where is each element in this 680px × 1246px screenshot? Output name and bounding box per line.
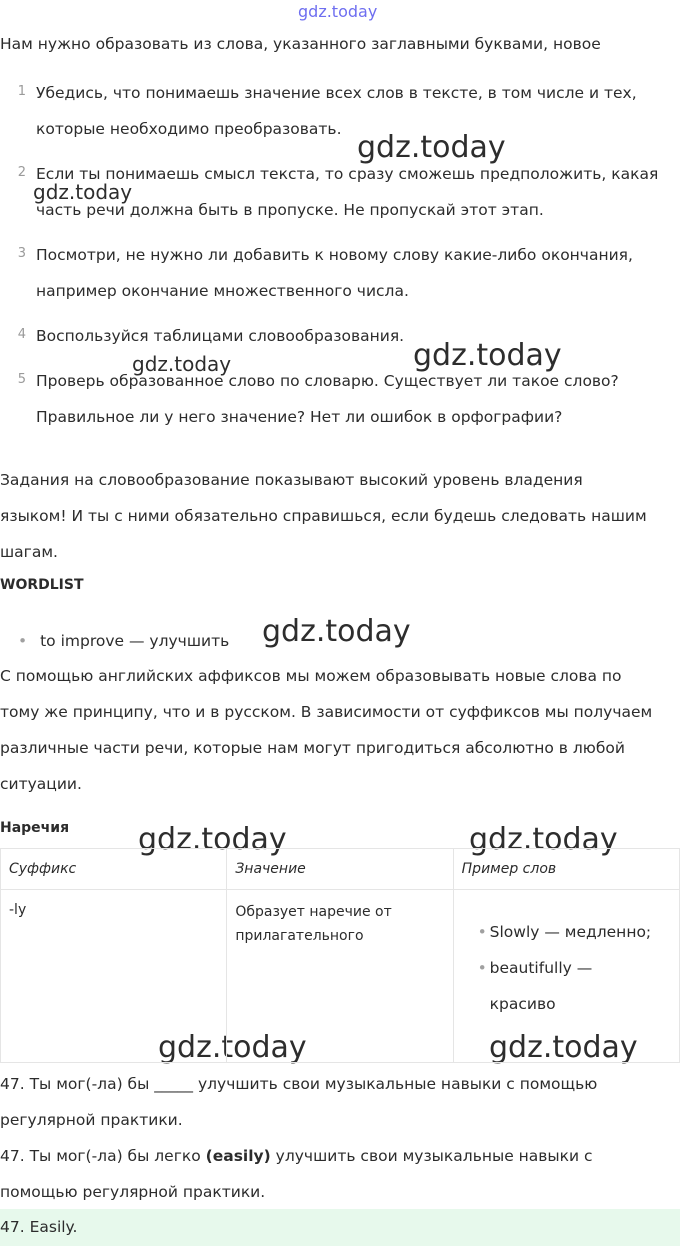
task-line: 47. Ты мог(-ла) бы _____ улучшить свои музыкальные навыки с помощью: [0, 1075, 598, 1093]
watermark: gdz.today: [33, 180, 133, 204]
table-row: [1, 890, 680, 1063]
step-number: 1: [17, 84, 26, 99]
watermark: gdz.today: [138, 822, 287, 857]
intro-text: Нам нужно образовать из слова, указанного заглавными буквами, новое: [0, 35, 601, 53]
step-line: Воспользуйся таблицами словообразования.: [36, 327, 405, 345]
solution-line: помощью регулярной практики.: [0, 1183, 266, 1201]
affix-line: тому же принципу, что и в русском. В зависимости от суффиксов мы получаем: [0, 703, 653, 721]
examples-list: [462, 914, 671, 1022]
task-line: регулярной практики.: [0, 1111, 183, 1129]
step-line: Проверь образованное слово по словарю. Существует ли такое слово?: [36, 372, 619, 390]
watermark: gdz.today: [489, 1030, 638, 1065]
wordlist-item-text: to improve — улучшить: [40, 632, 230, 650]
watermark: gdz.today: [132, 352, 232, 376]
wordlist-heading: WORDLIST: [0, 577, 84, 593]
step-line: Посмотри, не нужно ли добавить к новому слову какие-либо окончания,: [36, 246, 633, 264]
watermark: gdz.today: [469, 822, 618, 857]
step-line: часть речи должна быть в пропуске. Не пропускай этот этап.: [36, 201, 544, 219]
summary-line: Задания на словообразование показывают высокий уровень владения: [0, 471, 583, 489]
affix-line: ситуации.: [0, 775, 82, 793]
solution-after: улучшить свои музыкальные навыки с: [270, 1147, 593, 1165]
step-line: Убедись, что понимаешь значение всех слов в тексте, в том числе и тех,: [36, 84, 637, 102]
watermark: gdz.today: [413, 338, 562, 373]
list-item: • Slowly — медленно;: [478, 914, 671, 950]
meaning-line: прилагательного: [235, 928, 364, 944]
summary-line: языком! И ты с ними обязательно справишься, если будешь следовать нашим: [0, 507, 647, 525]
example-line: beautifully —: [489, 959, 593, 977]
affix-line: различные части речи, которые нам могут пригодиться абсолютно в любой: [0, 739, 625, 757]
wordlist-item: [18, 623, 229, 659]
list-item: [478, 950, 671, 1022]
solution-line: [0, 1138, 593, 1174]
answer-text: 47. Easily.: [0, 1218, 78, 1236]
example-line: красиво: [489, 995, 556, 1013]
step-line: Правильное ли у него значение? Нет ли ошибок в орфографии?: [36, 408, 563, 426]
step-number: 4: [17, 327, 26, 342]
bullet-icon: •: [18, 632, 28, 650]
column-header-examples: Пример слов: [453, 849, 679, 890]
column-header-meaning: Значение: [227, 849, 453, 890]
step-number: 2: [17, 165, 26, 180]
suffix-table: [0, 848, 680, 1063]
meaning-line: Образует наречие от: [235, 904, 392, 920]
suffix-cell: [1, 890, 227, 1063]
examples-cell: [453, 890, 679, 1063]
summary-line: шагам.: [0, 543, 58, 561]
step-number: 3: [17, 246, 26, 261]
answer-box: [0, 1209, 680, 1246]
watermark-top: gdz.today: [298, 2, 378, 21]
solution-before: 47. Ты мог(-ла) бы легко: [0, 1147, 206, 1165]
column-header-suffix: Суффикс: [1, 849, 227, 890]
step-number: 5: [17, 372, 26, 387]
solution-bold: (easily): [205, 1147, 271, 1165]
step-line: например окончание множественного числа.: [36, 282, 409, 300]
step-line: которые необходимо преобразовать.: [36, 120, 342, 138]
watermark: gdz.today: [262, 614, 411, 649]
affix-line: С помощью английских аффиксов мы можем образовывать новые слова по: [0, 667, 622, 685]
watermark: gdz.today: [357, 130, 506, 165]
suffix-value: -ly: [9, 902, 27, 918]
step-line: Если ты понимаешь смысл текста, то сразу сможешь предположить, какая: [36, 165, 659, 183]
watermark: gdz.today: [158, 1030, 307, 1065]
adverbs-heading: Наречия: [0, 820, 70, 836]
meaning-cell: [227, 890, 453, 1063]
